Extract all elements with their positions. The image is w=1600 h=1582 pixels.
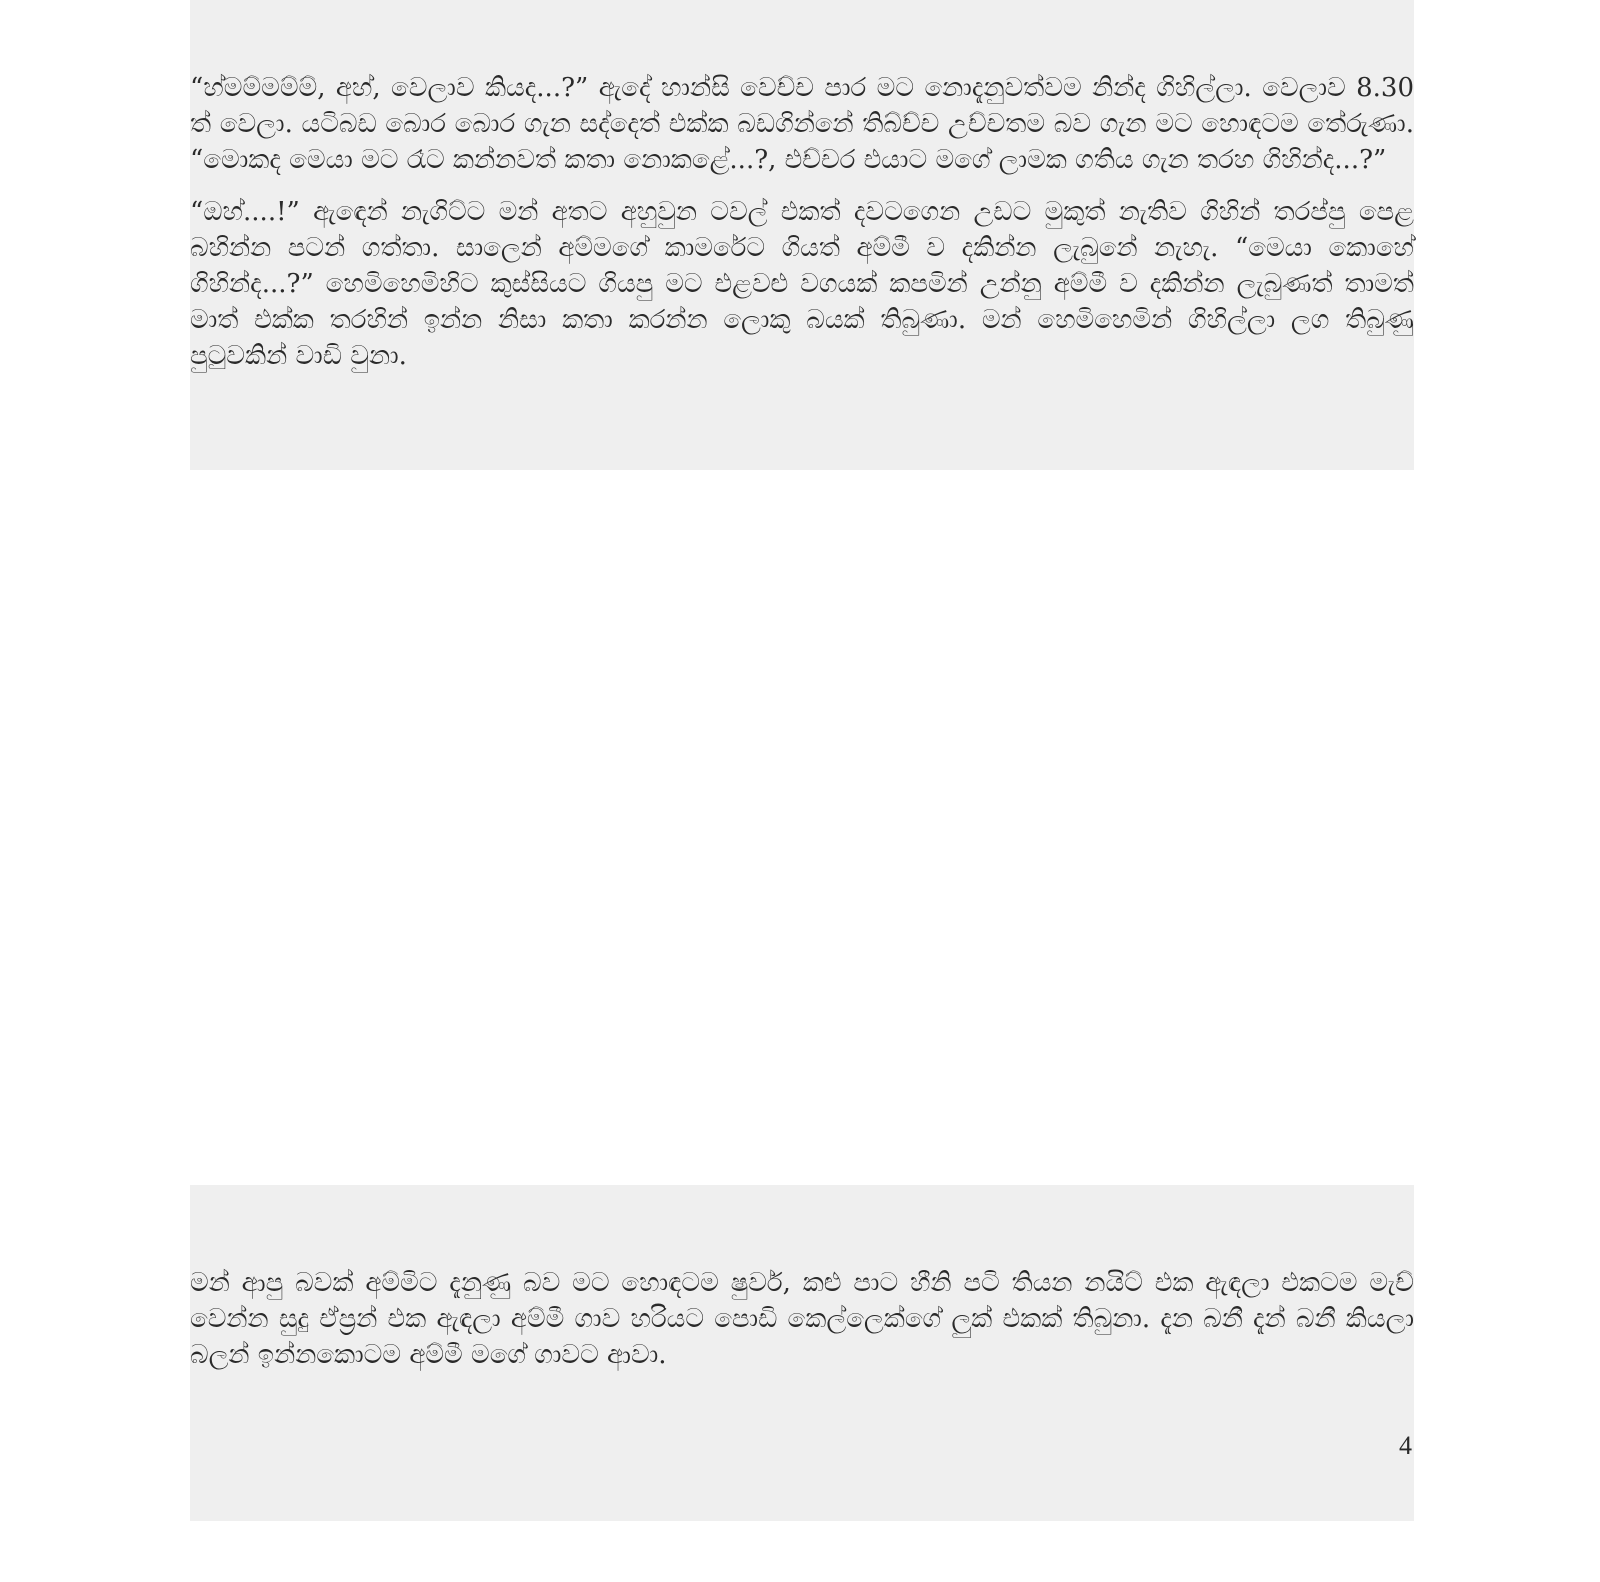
bottom-text-panel [190, 1185, 1414, 1521]
top-text-panel [190, 0, 1414, 470]
paragraph: “හ්මම්මම්ම්, අහ්, වෙලාව කියද...?” ඇදේ හාන්සි වෙච්ච පාර මට නොදැනුවත්වම නින්ද ගිහිල්ලා. වෙලාව 8.30 ත් වෙලා. යටිබඩ බොර බොර ගැන සද්දෙත් එක්ක බඩගින්නේ තිබ්ච්ච උච්චතම බව ගැන මට හොඳටම තේරුණා. “මොකද මෙයා මට රෑට කන්නවත් කතා නොකළේ...?, එච්චර එයාට මගේ ලාමක ගතිය ගැන තරහ ගිහින්ද...?” [190, 73, 1414, 175]
paragraph: “ඔහ්....!” ඇඳෙන් නැගිට්ට මන් අතට අහුවුන ටවල් එකත් දවටගෙන උඩට මුකුත් නැතිව ගිහින් තරප්පු පෙළ බහින්න පටන් ගත්තා. සාලෙන් අම්මගේ කාමරේට ගියත් අම්මී ව දකින්න ලැබුනේ නැහැ. “මෙයා කොහේ ගිහින්ද...?” හෙමිහෙමිහිට කුස්සියට ගියපු මට එළවළු වගයක් කපමින් උන්නු අම්මී ව දකින්න ලැබුණත් තාමත් මාත් එක්ක තරහින් ඉන්න නිසා කතා කරන්න ලොකු බයක් තිබුණා. මන් හෙමිහෙමින් ගිහිල්ලා ලග තිබුණු පුටුවකින් වාඩි වුනා. [190, 197, 1414, 371]
page-number: 4 [1399, 1431, 1412, 1460]
paragraph: මන් ආපු බවක් අම්මිට දැනුණු බව මට හොඳටම ෂුවර්, කළු පාට හීනි පටි තියන නයිට් එක ඇඳලා එකටම මැච් වෙන්න සුදු ඒප්‍රන් එක ඇඳලා අම්මී ගාව හරියට පොඩි කෙල්ලෙක්ගේ ලුක් එකක් තිබුනා. දැන බනී දැන් බනී කියලා බලන් ඉන්නකොටම අම්මී මගේ ගාවට ආවා. [190, 1268, 1414, 1370]
